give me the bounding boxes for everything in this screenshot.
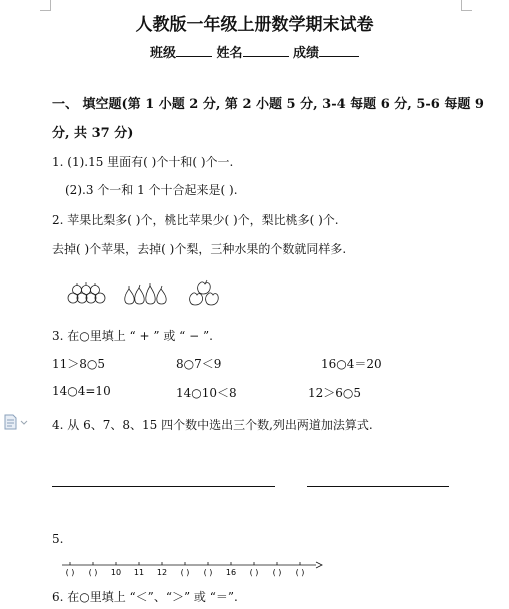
q1-part1: 1. (1).15 里面有( )个十和( )个一. (52, 155, 234, 169)
page-title: 人教版一年级上册数学期末试卷 (135, 15, 374, 35)
number-line-label: 16 (225, 568, 237, 577)
q2-line1: 2. 苹果比梨多( )个，桃比苹果少( )个，梨比桃多( )个. (52, 213, 339, 227)
name-label: 姓名 (216, 46, 243, 61)
number-line-label[interactable]: ( ) (272, 568, 282, 577)
number-line-label[interactable]: ( ) (295, 568, 305, 577)
number-line-label: 10 (110, 568, 122, 577)
number-line-label[interactable]: ( ) (249, 568, 259, 577)
q4-answer-line-1[interactable] (52, 486, 275, 487)
number-line-label[interactable]: ( ) (88, 568, 98, 577)
pears-icon (122, 279, 168, 307)
number-line-label[interactable]: ( ) (65, 568, 75, 577)
q3-heading: 3. 在○里填上 “ + ” 或 “ − ”. (52, 329, 213, 343)
q2-line2: 去掉( )个苹果，去掉( )个梨，三种水果的个数就同样多. (52, 242, 347, 256)
score-blank[interactable] (319, 45, 359, 57)
document-icon[interactable] (3, 414, 29, 430)
q3-row2-item3: 12＞6○5 (308, 386, 362, 400)
q4-text: 4. 从 6、7、8、15 四个数中选出三个数,列出两道加法算式. (52, 418, 373, 432)
peaches-icon (186, 279, 220, 307)
q5-label: 5. (52, 532, 64, 546)
q3-row1-item3: 16○4＝20 (321, 357, 382, 371)
q3-row2-item1: 14○4=10 (52, 384, 111, 398)
number-line-label: 12 (156, 568, 168, 577)
q3-row1-item1: 11＞8○5 (52, 357, 106, 371)
number-line-label[interactable]: ( ) (203, 568, 213, 577)
section1-heading-cont: 分, 共 37 分) (52, 126, 134, 141)
apples-icon (66, 279, 110, 307)
number-line-label[interactable]: ( ) (180, 568, 190, 577)
score-label: 成绩 (293, 46, 320, 61)
class-label: 班级 (149, 46, 176, 61)
section1-heading: 一、 填空题(第 1 小题 2 分, 第 2 小题 5 分, 3-4 每题 6 分, 5-6 每题 9 (52, 97, 484, 112)
number-line (62, 561, 324, 581)
q3-row1-item2: 8○7＜9 (176, 357, 222, 371)
name-blank[interactable] (243, 45, 289, 57)
q6-text: 6. 在○里填上 “＜”、“＞” 或 “＝”. (52, 590, 238, 604)
q3-row2-item2: 14○10＜8 (176, 386, 237, 400)
class-blank[interactable] (176, 45, 212, 57)
q1-part2: (2).3 个一和 1 个十合起来是( ). (65, 183, 238, 197)
q4-answer-line-2[interactable] (307, 486, 449, 487)
number-line-label: 11 (133, 568, 145, 577)
student-info (0, 42, 509, 61)
